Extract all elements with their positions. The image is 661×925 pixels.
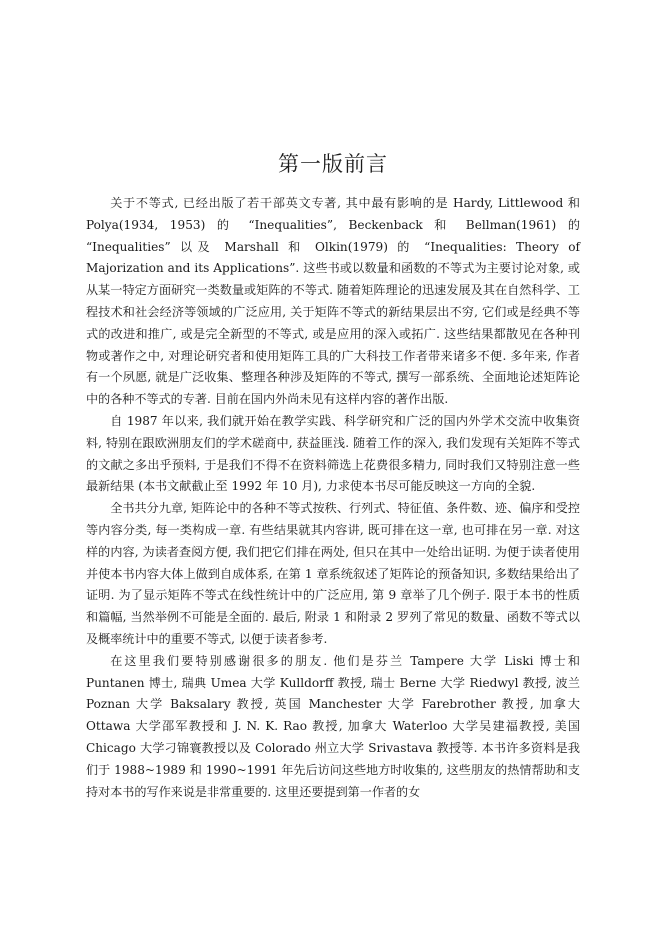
paragraph-4: 在这里我们要特别感谢很多的朋友. 他们是芬兰 Tampere 大学 Liski 博士和 Puntanen 博士, 瑞典 Umea 大学 Kulldorff 教授, 瑞士 Berne 大学 Riedwyl 教授, 波兰 Poznan 大学 Baksalary 教授, 英国 Manchester 大学 Farebrother 教授, 加拿大 Ottawa 大学邵军教授和 J. N. K. Rao 教授, 加拿大 Waterloo 大学吴建福教授, 美国 Chicago 大学刁锦寰教授以及 Colorado 州立大学 Srivastava 教授等. 本书许多资料是我们于 1988~1989 和 1990~1991 年先后访问这些地方时收集的, 这些朋友的热情帮助和支持对本书的写作来说是非常重要的. 这里还要提到第一作者的女	[86, 653, 580, 799]
page-title: 第一版前言	[278, 152, 388, 176]
paragraph-3: 全书共分九章, 矩阵论中的各种不等式按秩、行列式、特征值、条件数、迹、偏序和受控等内容分类, 每一类构成一章. 有些结果就其内容讲, 既可排在这一章, 也可排在另一章. 对这样的内容, 为读者查阅方便, 我们把它们排在两处, 但只在其中一处给出证明. 为便于读者使用并使本书内容大体上做到自成体系, 在第 1 章系统叙述了矩阵论的预备知识, 多数结果给出了证明. 为了显示矩阵不等式在线性统计中的广泛应用, 第 9 章举了几个例子. 限于本书的性质和篇幅, 当然举例不可能是全面的. 最后, 附录 1 和附录 2 罗列了常见的数量、函数不等式以及概率统计中的重要不等式, 以便于读者参考.	[86, 501, 580, 646]
paragraph-1: 关于不等式, 已经出版了若干部英文专著, 其中最有影响的是 Hardy, Littlewood 和 Polya(1934, 1953) 的 “Inequalities”, Beckenback 和 Bellman(1961) 的 “Inequalities” 以及 Marshall 和 Olkin(1979) 的 “Inequalities: Theory of Majorization and its Applications”. 这些书或以数量和函数的不等式为主要讨论对象, 或从某一特定方面研究一类数量或矩阵的不等式. 随着矩阵理论的迅速发展及其在自然科学、工程技术和社会经济等领域的广泛应用, 关于矩阵不等式的新结果层出不穷, 它们或是经典不等式的改进和推广, 或是完全新型的不等式, 或是应用的深入或拓广. 这些结果都散见在各种刊物或著作之中, 对理论研究者和使用矩阵工具的广大科技工作者带来诸多不便. 多年来, 作者有一个夙愿, 就是广泛收集、整理各种涉及矩阵的不等式, 撰写一部系统、全面地论述矩阵论中的各种不等式的专著. 目前在国内外尚未见有这样内容的著作出版.	[86, 196, 580, 407]
preface-body	[86, 193, 580, 803]
paragraph-2: 自 1987 年以来, 我们就开始在教学实践、科学研究和广泛的国内外学术交流中收集资料, 特别在跟欧洲朋友们的学术磋商中, 获益匪浅. 随着工作的深入, 我们发现有关矩阵不等式的文献之多出乎预料, 于是我们不得不在资料筛选上花费很多精力, 同时我们又特别注意一些最新结果 (本书文献截止至 1992 年 10 月), 力求使本书尽可能反映这一方向的全貌.	[86, 413, 580, 494]
document-page	[86, 0, 580, 925]
